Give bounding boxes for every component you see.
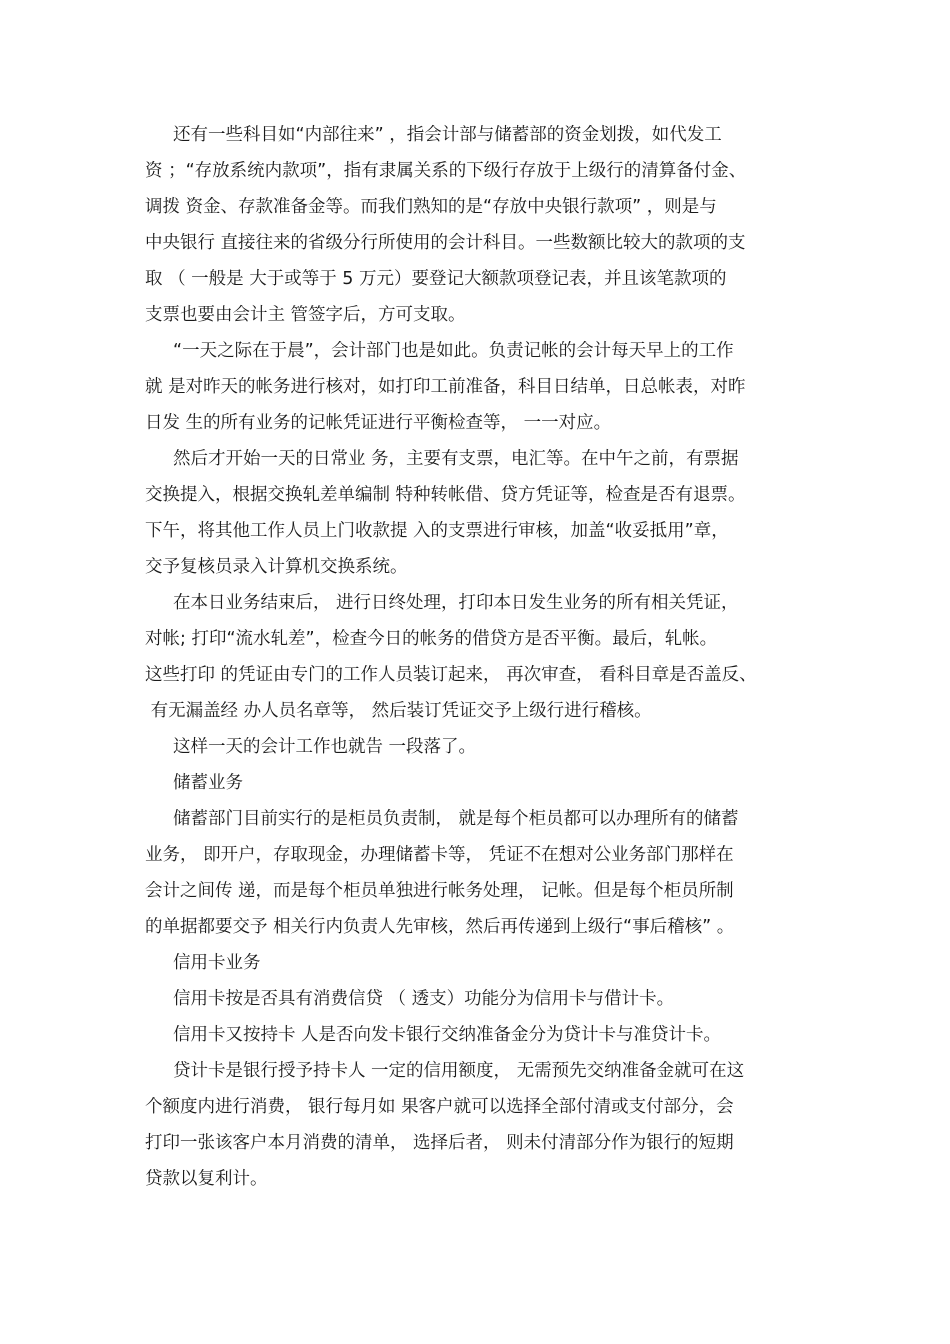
text-line: 取 （ 一般是 大于或等于 5 万元）要登记大额款项登记表，并且该笔款项的 xyxy=(145,269,727,289)
text-line: 信用卡又按持卡 人是否向发卡银行交纳准备金分为贷计卡与准贷计卡。 xyxy=(173,1025,722,1045)
text-line: 个额度内进行消费， 银行每月如 果客户就可以选择全部付清或支付部分，会 xyxy=(145,1097,734,1117)
text-line: 储蓄部门目前实行的是柜员负责制， 就是每个柜员都可以办理所有的储蓄 xyxy=(173,809,739,829)
text-line: 交予复核员录入计算机交换系统。 xyxy=(145,557,408,577)
text-line: 就 是对昨天的帐务进行核对，如打印工前准备，科目日结单，日总帐表，对昨 xyxy=(145,377,746,397)
text-line: 对帐; 打印“流水轧差”，检查今日的帐务的借贷方是否平衡。最后，轧帐。 xyxy=(145,629,718,649)
text-line: 的单据都要交予 相关行内负责人先审核，然后再传递到上级行“事后稽核” 。 xyxy=(145,917,735,937)
text-line: 下午，将其他工作人员上门收款提 入的支票进行审核，加盖“收妥抵用”章， xyxy=(145,521,729,541)
text-line: 调拨 资金、存款准备金等。而我们熟知的是“存放中央银行款项” ，则是与 xyxy=(145,197,717,217)
text-line: 还有一些科目如“内部往来” ，指会计部与储蓄部的资金划拨，如代发工 xyxy=(173,125,722,145)
text-line: 然后才开始一天的日常业 务，主要有支票，电汇等。在中午之前，有票据 xyxy=(173,449,739,469)
text-line: 资 ；“存放系统内款项”，指有隶属关系的下级行存放于上级行的清算备付金、 xyxy=(145,161,747,181)
text-line: 中央银行 直接往来的省级分行所使用的会计科目。一些数额比较大的款项的支 xyxy=(145,233,746,253)
text-line: 有无漏盖经 办人员名章等， 然后装订凭证交予上级行进行稽核。 xyxy=(145,701,652,721)
text-line: 支票也要由会计主 管签字后，方可支取。 xyxy=(145,305,466,325)
text-line: 信用卡按是否具有消费信贷 （ 透支）功能分为信用卡与借计卡。 xyxy=(173,989,675,1009)
text-line: 这样一天的会计工作也就告 一段落了。 xyxy=(173,737,477,757)
text-line: 贷计卡是银行授予持卡人 一定的信用额度， 无需预先交纳准备金就可在这 xyxy=(173,1061,745,1081)
text-line: 在本日业务结束后， 进行日终处理，打印本日发生业务的所有相关凭证， xyxy=(173,593,739,613)
text-line: 业务， 即开户，存取现金，办理储蓄卡等， 凭证不在想对公业务部门那样在 xyxy=(145,845,734,865)
text-line: 会计之间传 递，而是每个柜员单独进行帐务处理， 记帐。但是每个柜员所制 xyxy=(145,881,734,901)
document-body xyxy=(145,117,825,1197)
text-line: “一天之际在于晨”，会计部门也是如此。负责记帐的会计每天早上的工作 xyxy=(173,341,734,361)
text-line: 日发 生的所有业务的记帐凭证进行平衡检查等， 一一对应。 xyxy=(145,413,612,433)
text-line: 贷款以复利计。 xyxy=(145,1169,268,1189)
text-line: 交换提入，根据交换轧差单编制 特种转帐借、贷方凭证等，检查是否有退票。 xyxy=(145,485,746,505)
text-line: 这些打印 的凭证由专门的工作人员装订起来， 再次审查， 看科目章是否盖反、 xyxy=(145,665,757,685)
text-line: 储蓄业务 xyxy=(173,773,243,793)
text-line: 信用卡业务 xyxy=(173,953,261,973)
text-line: 打印一张该客户本月消费的清单， 选择后者， 则未付清部分作为银行的短期 xyxy=(145,1133,734,1153)
